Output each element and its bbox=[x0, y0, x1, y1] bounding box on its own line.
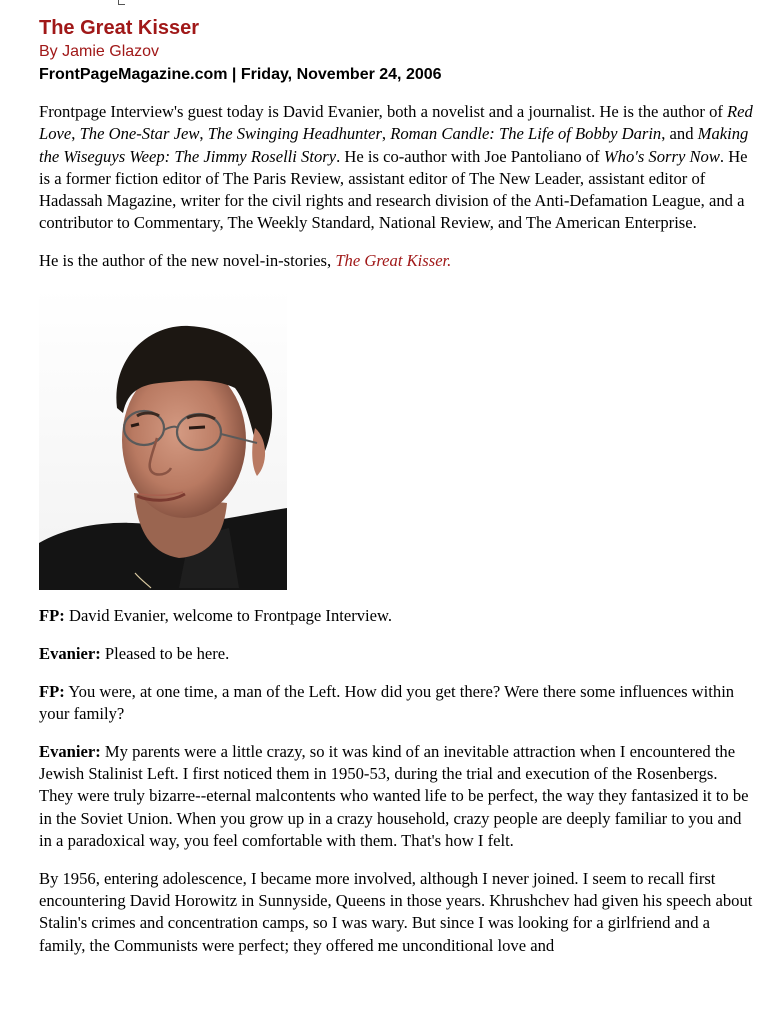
top-artifact bbox=[118, 0, 125, 5]
article-byline[interactable]: By Jamie Glazov bbox=[39, 43, 160, 60]
interview-paragraph: By 1956, entering adolescence, I became more involved, although I never joined. I seem to recall first encountering David Horowitz in Sunnyside, Queens in those years. Khrushchev had given his speech about Stalin's crimes and concentration camps, so I was wary. But since I was looking for a girlfriend and a family, the Communists were perfect; they offered me unconditional love and bbox=[39, 868, 753, 955]
book-title: The One-Star Jew bbox=[79, 124, 200, 144]
book-title: Roman Candle: The Life of Bobby Darin bbox=[390, 124, 662, 144]
interview-exchange: Evanier: My parents were a little crazy, so it was kind of an inevitable attraction when I encountered the Jewish Stalinist Left. I first noticed them in 1950-53, during the trial and execution of the Rosenbergs. They were truly bizarre--eternal malcontents who wanted life to be perfect, the way they fantasized it to be in the Soviet Union. When you grow up in a crazy household, crazy people are deeply familiar to you and in a paradoxical way, you feel comfortable with them. That's how I felt. bbox=[39, 741, 749, 850]
interview-exchange: FP: David Evanier, welcome to Frontpage Interview. bbox=[39, 606, 393, 626]
speaker-label: Evanier: bbox=[39, 741, 101, 761]
intro-paragraph: Frontpage Interview's guest today is David Evanier, both a novelist and a journalist. He is the author of Red Love, The One-Star Jew, The Swinging Headhunter, Roman Candle: The Life of Bobby Darin, and Making the Wiseguys Weep: The Jimmy Roselli Story. He is co-author with Joe Pantoliano of Who's Sorry Now. He is a former fiction editor of The Paris Review, assistant editor of The New Leader, assistant editor of Hadassah Magazine, writer for the civil rights and research division of the Anti-Defamation League, and a contributor to Commentary, The Weekly Standard, National Review, and The American Enterprise. bbox=[39, 102, 753, 233]
article-title[interactable]: The Great Kisser bbox=[39, 17, 200, 39]
speaker-label: FP: bbox=[39, 681, 65, 701]
article-body bbox=[39, 101, 755, 972]
book-title: The Swinging Headhunter bbox=[207, 124, 382, 144]
book-link[interactable]: The Great Kisser. bbox=[335, 251, 452, 271]
portrait-image bbox=[39, 288, 287, 590]
article-source-date: FrontPageMagazine.com | Friday, November 24, 2006 bbox=[39, 66, 442, 83]
speaker-label: FP: bbox=[39, 606, 65, 626]
intro-paragraph-book: He is the author of the new novel-in-stories, The Great Kisser. bbox=[39, 251, 452, 271]
author-photo bbox=[39, 288, 287, 590]
speaker-label: Evanier: bbox=[39, 643, 101, 663]
book-title: Red Love bbox=[39, 102, 753, 144]
interview-exchange: FP: You were, at one time, a man of the Left. How did you get there? Were there some influences within your family? bbox=[39, 681, 735, 723]
book-title: Making the Wiseguys Weep: The Jimmy Roselli Story bbox=[39, 124, 749, 166]
interview-exchange: Evanier: Pleased to be here. bbox=[39, 643, 230, 663]
book-title: Who's Sorry Now bbox=[603, 146, 720, 166]
